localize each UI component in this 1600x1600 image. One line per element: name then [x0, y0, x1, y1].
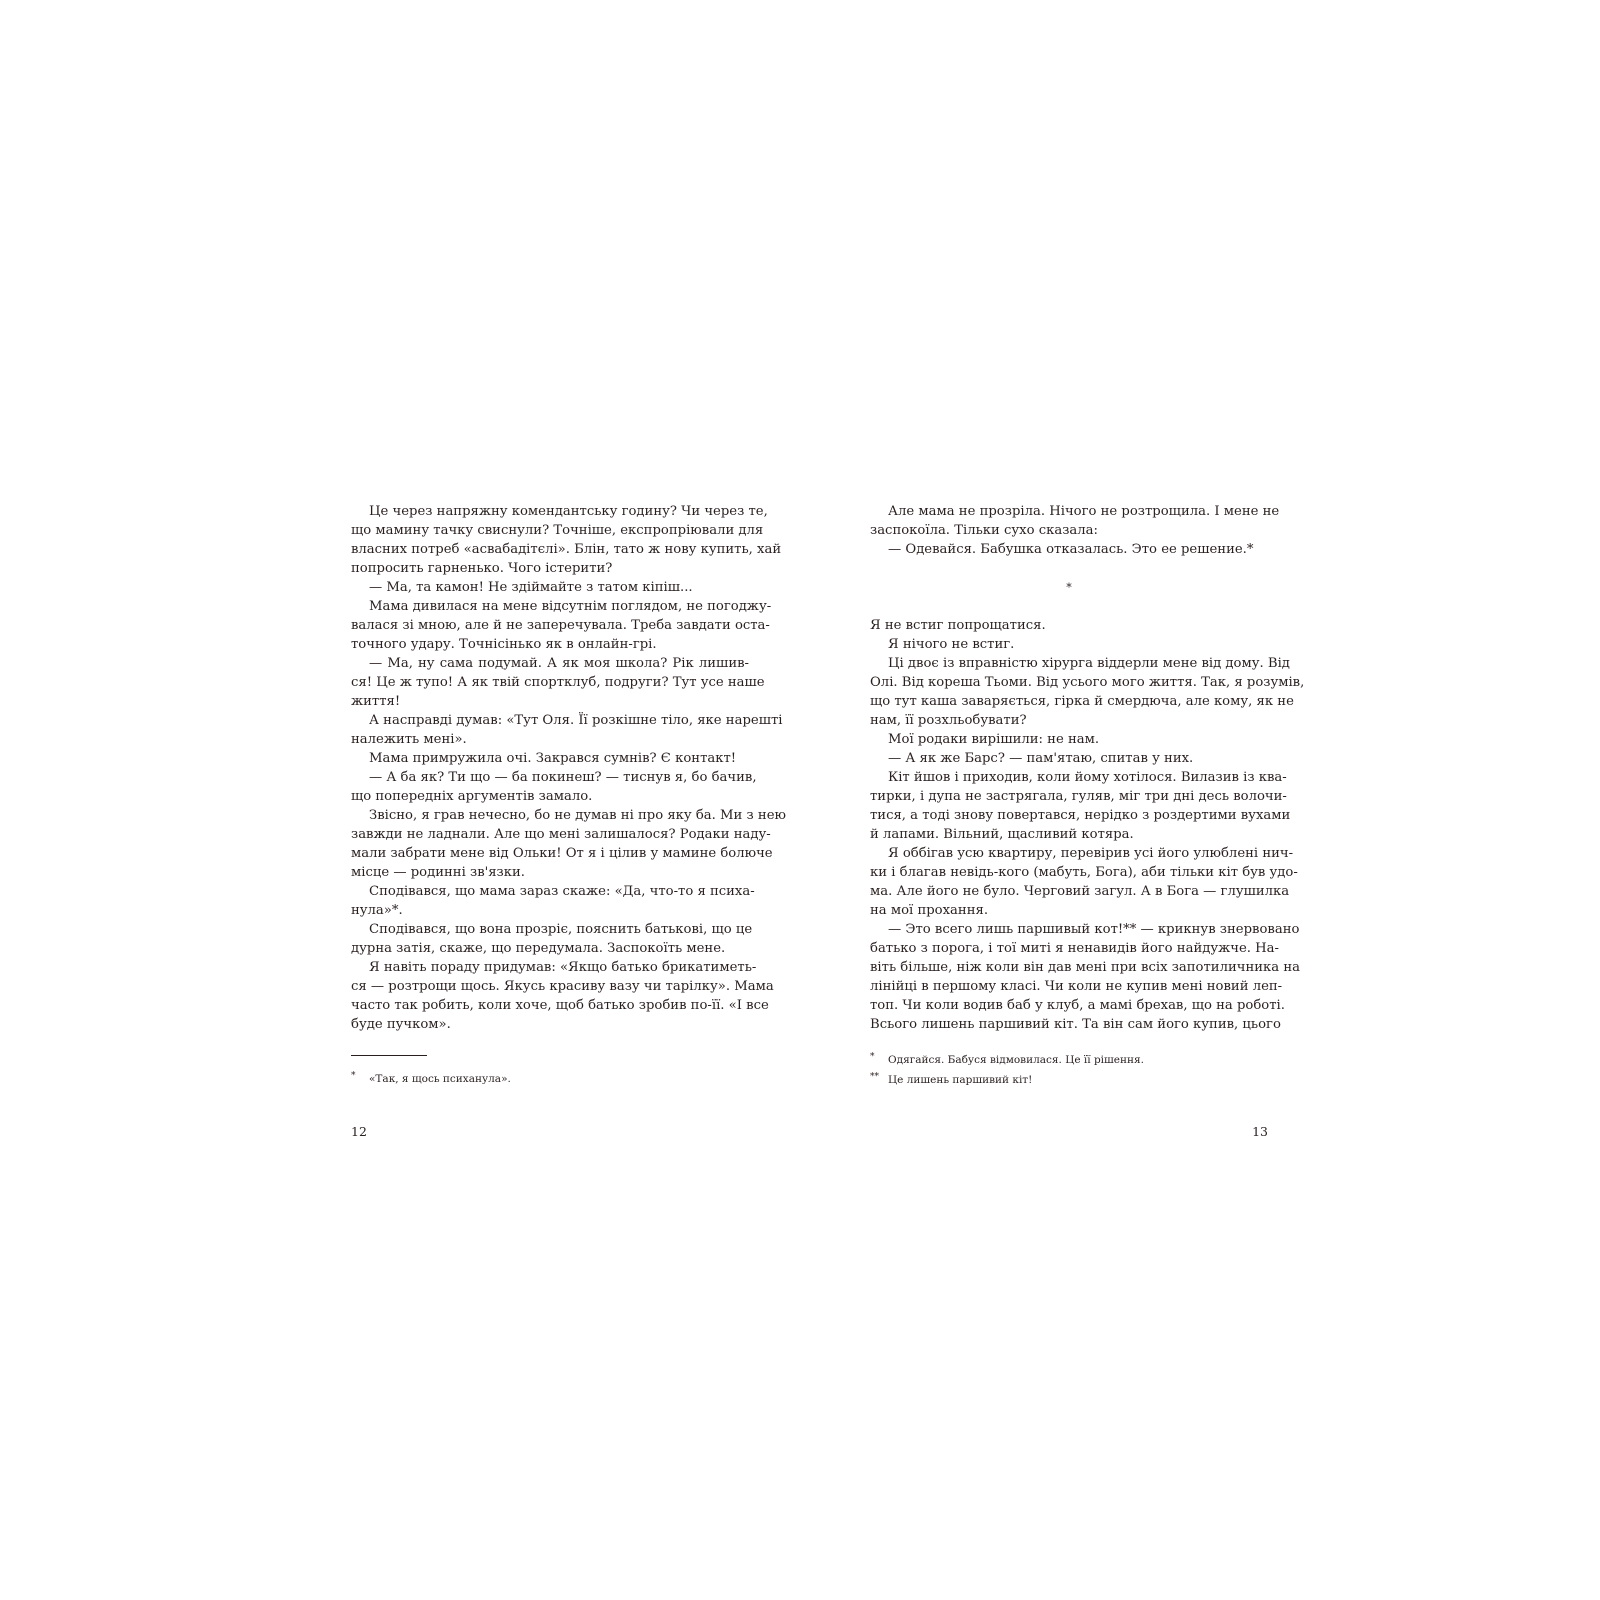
page-number-right: 13 [1252, 1124, 1268, 1139]
text-line: Кіт йшов і приходив, коли йому хотілося. Вилазив із ква- [888, 770, 1287, 785]
text-line: Звісно, я грав нечесно, бо не думав ні про яку ба. Ми з нею [369, 808, 786, 823]
right-footnotes [870, 1050, 1268, 1090]
text-line: Я нічого не встиг. [888, 637, 1015, 652]
text-line: завжди не ладнали. Але що мені залишалося? Родаки наду- [351, 827, 771, 842]
text-line: власних потреб «асвабадітєлі». Блін, тато ж нову купить, хай [351, 542, 782, 557]
text-line: валася зі мною, але й не заперечувала. Треба завдати оста- [351, 618, 770, 633]
left-footnotes [351, 1069, 749, 1089]
footnote-mark: ** [870, 1072, 879, 1082]
footnote-mark: * [870, 1052, 875, 1062]
text-line: ки і благав невідь-кого (мабуть, Бога), аби тільки кіт був удо- [870, 865, 1298, 880]
left-body-text [351, 502, 786, 1032]
text-line: — Ма, ну сама подумай. А як моя школа? Рік лишив- [369, 656, 749, 671]
text-line: тирки, і дупа не застрягала, гуляв, міг три дні десь волочи- [870, 789, 1287, 804]
text-line: Я оббігав усю квартиру, перевірив усі його улюблені нич- [888, 846, 1294, 861]
text-line: — Это всего лишь паршивый кот!** — крикнув знервовано [888, 922, 1300, 937]
blank-line [870, 559, 1268, 578]
text-line: батько з порога, і тої миті я ненавидів його найдужче. На- [870, 941, 1279, 956]
text-line: Ці двоє із вправністю хірурга віддерли мене від дому. Від [888, 656, 1290, 671]
text-line: що попередніх аргументів замало. [351, 789, 593, 804]
page-number-left: 12 [351, 1124, 367, 1139]
text-line: — А як же Барс? — пам'ятаю, спитав у них. [888, 751, 1194, 766]
right-page [870, 502, 1305, 1139]
text-line: мали забрати мене від Ольки! От я і цілив у мамине болюче [351, 846, 773, 861]
text-line: буде пучком». [351, 1017, 451, 1032]
text-line: попросить гарненько. Чого істерити? [351, 561, 613, 576]
text-line: віть більше, ніж коли він дав мені при всіх запотиличника на [870, 960, 1300, 975]
footnote-rule [351, 1055, 427, 1056]
text-line: — Ма, та камон! Не здіймайте з татом кіпіш... [369, 580, 693, 595]
text-line: Всього лишень паршивий кіт. Та він сам його купив, цього [870, 1017, 1281, 1032]
text-line: ся! Це ж тупо! А як твій спортклуб, подруги? Тут усе наше [351, 675, 765, 690]
text-line: Я не встиг попрощатися. [870, 618, 1046, 633]
text-line: заспокоїла. Тільки сухо сказала: [870, 523, 1098, 538]
text-line: топ. Чи коли водив баб у клуб, а мамі брехав, що на роботі. [870, 998, 1285, 1013]
footnote [870, 1050, 1268, 1070]
left-page [351, 502, 786, 1139]
text-line: нам, її розхльобувати? [870, 713, 1027, 728]
text-line: нула»*. [351, 903, 403, 918]
text-line: й лапами. Вільний, щасливий котяра. [870, 827, 1134, 842]
footnote-text: «Так, я щось психанула». [369, 1073, 511, 1085]
text-line: Мої родаки вирішили: не нам. [888, 732, 1100, 747]
text-line: що мамину тачку свиснули? Точніше, експропріювали для [351, 523, 764, 538]
text-line: належить мені». [351, 732, 467, 747]
text-line: Це через напряжну комендантську годину? Чи через те, [369, 504, 768, 519]
text-line: життя! [351, 694, 401, 709]
text-line: Я навіть пораду придумав: «Якщо батько брикатиметь- [369, 960, 757, 975]
text-line: лінійці в першому класі. Чи коли не купив мені новий леп- [870, 979, 1283, 994]
text-line: Сподівався, що мама зараз скаже: «Да, что-то я психа- [369, 884, 755, 899]
text-line: на мої прохання. [870, 903, 989, 918]
text-line: Мама дивилася на мене відсутнім поглядом, не погоджу- [369, 599, 772, 614]
footnote-mark: * [351, 1071, 356, 1081]
text-line: Мама примружила очі. Закрався сумнів? Є контакт! [369, 751, 737, 766]
text-line: ма. Але його не було. Черговий загул. А в Бога — глушилка [870, 884, 1290, 899]
footnote [351, 1069, 749, 1089]
footnote [870, 1070, 1268, 1090]
text-line: дурна затія, скаже, що передумала. Заспокоїть мене. [351, 941, 726, 956]
text-line: Олі. Від кореша Тьоми. Від усього мого життя. Так, я розумів, [870, 675, 1305, 690]
footnote-text: Це лишень паршивий кіт! [888, 1074, 1033, 1086]
text-line: тися, а тоді знову повертався, нерідко з роздертими вухами [870, 808, 1291, 823]
text-line: точного удару. Точнісінько як в онлайн-грі. [351, 637, 657, 652]
text-line: А насправді думав: «Тут Оля. Її розкішне тіло, яке нарешті [369, 713, 783, 728]
section-break-asterisk: * [1066, 581, 1072, 594]
blank-line [870, 597, 1268, 616]
footnote-text: Одягайся. Бабуся відмовилася. Це її рішення. [888, 1054, 1144, 1066]
text-line: — А ба як? Ти що — ба покинеш? — тиснув я, бо бачив, [369, 770, 757, 785]
text-line: часто так робить, коли хоче, щоб батько зробив по-її. «І все [351, 998, 769, 1013]
text-line: місце — родинні зв'язки. [351, 865, 525, 880]
text-line: Сподівався, що вона прозріє, пояснить батькові, що це [369, 922, 753, 937]
right-body-text [870, 502, 1305, 1032]
text-line: ся — розтрощи щось. Якусь красиву вазу чи тарілку». Мама [351, 979, 774, 994]
text-line: Але мама не прозріла. Нічого не розтрощила. І мене не [888, 504, 1280, 519]
text-line: — Одевайся. Бабушка отказалась. Это ее решение.* [888, 542, 1254, 557]
text-line: що тут каша заваряється, гірка й смердюча, але кому, як не [870, 694, 1294, 709]
